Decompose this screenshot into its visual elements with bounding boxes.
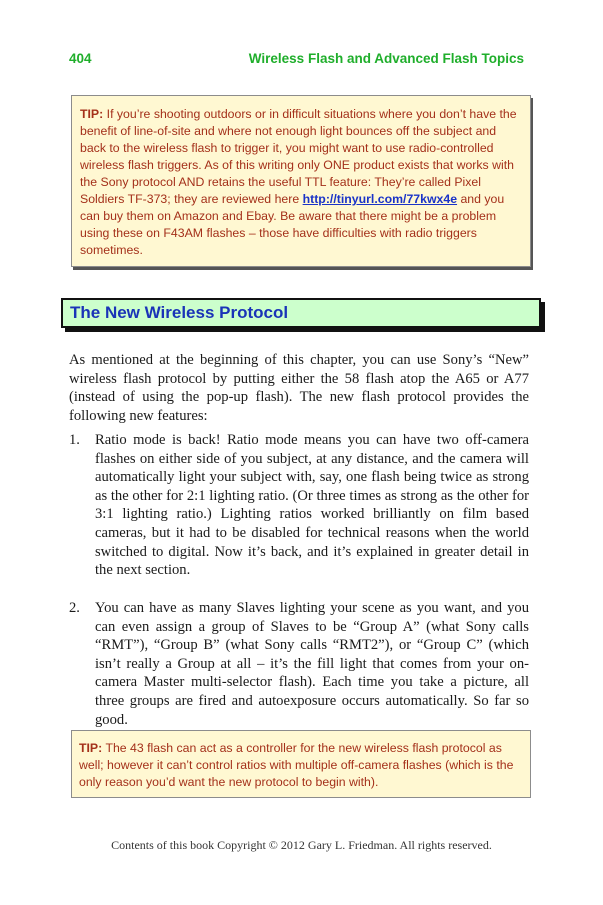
chapter-title: Wireless Flash and Advanced Flash Topics [248,51,524,66]
tip-text: The 43 flash can act as a controller for the new wireless flash protocol as well; however it can’t control ratios with multiple off-camera flashes (which is the only reason you’d want the new protocol to begin with). [79,741,514,789]
list-item [69,431,529,580]
intro-paragraph: As mentioned at the beginning of this chapter, you can use Sony’s “New” wireless flash protocol by putting either the 58 flash atop the A65 or A77 (instead of using the pop-up flash). The new flash protocol provides the following new features: [69,352,529,424]
list-item [69,599,529,729]
section-heading: The New Wireless Protocol [70,303,289,322]
section-heading-box [61,298,541,328]
tip-box-radio-triggers [71,95,531,267]
feature-list-item-2 [69,599,529,729]
list-item-text: You can have as many Slaves lighting your scene as you want, and you can even assign a group of Slaves to be “Group A” (what Sony calls “RMT”), “Group B” (what Sony calls “RMT2”), or “Group C” (which isn’t really a Group at all – it’s the fill light that comes from your on-camera Master multi-selector flash). Each time you take a picture, all three groups are fired and autoexposure occurs automatically. So far so good. [95,600,529,728]
tip-label: TIP: [80,107,104,121]
copyright-footer: Contents of this book Copyright © 2012 Gary L. Friedman. All rights reserved. [111,838,492,852]
list-item-text: Ratio mode is back! Ratio mode means you can have two off-camera flashes on either side of you subject, at any distance, and the camera will automatically light your subject with, say, one flash being twice as strong as the other for 2:1 lighting ratio. (Or three times as strong as the other for 3:1 lighting ratio.) Lighting ratios worked brilliantly on film based cameras, but it had to be disabled for technical reasons when the world switched to digital. Now it’s back, and it’s explained in greater detail in the next section. [95,432,529,579]
tip-text: If you’re shooting outdoors or in difficult situations where you don’t have the benefit of line-of-site and where not enough light bounces off the subject and back to the wireless flash to trigger it, you might want to use radio-controlled wireless flash triggers. As of this writing only ONE product exists that works with the Sony protocol AND retains the useful TTL feature: They’re called Pixel Soldiers TF-373; they are reviewed here [80,107,517,206]
tip-label: TIP: [79,741,103,755]
list-number: 2. [69,600,80,616]
page-number: 404 [69,51,92,66]
page-header [69,51,524,71]
tip-box-43-flash [71,730,531,798]
list-number: 1. [69,432,80,448]
feature-list-item-1 [69,431,529,580]
review-link[interactable]: http://tinyurl.com/77kwx4e [302,192,458,206]
tip-text-continued: and you can buy them on Amazon and Ebay. Be aware that there might be a problem using these on F43AM flashes – those have difficulties with radio triggers sometimes. [80,192,505,257]
